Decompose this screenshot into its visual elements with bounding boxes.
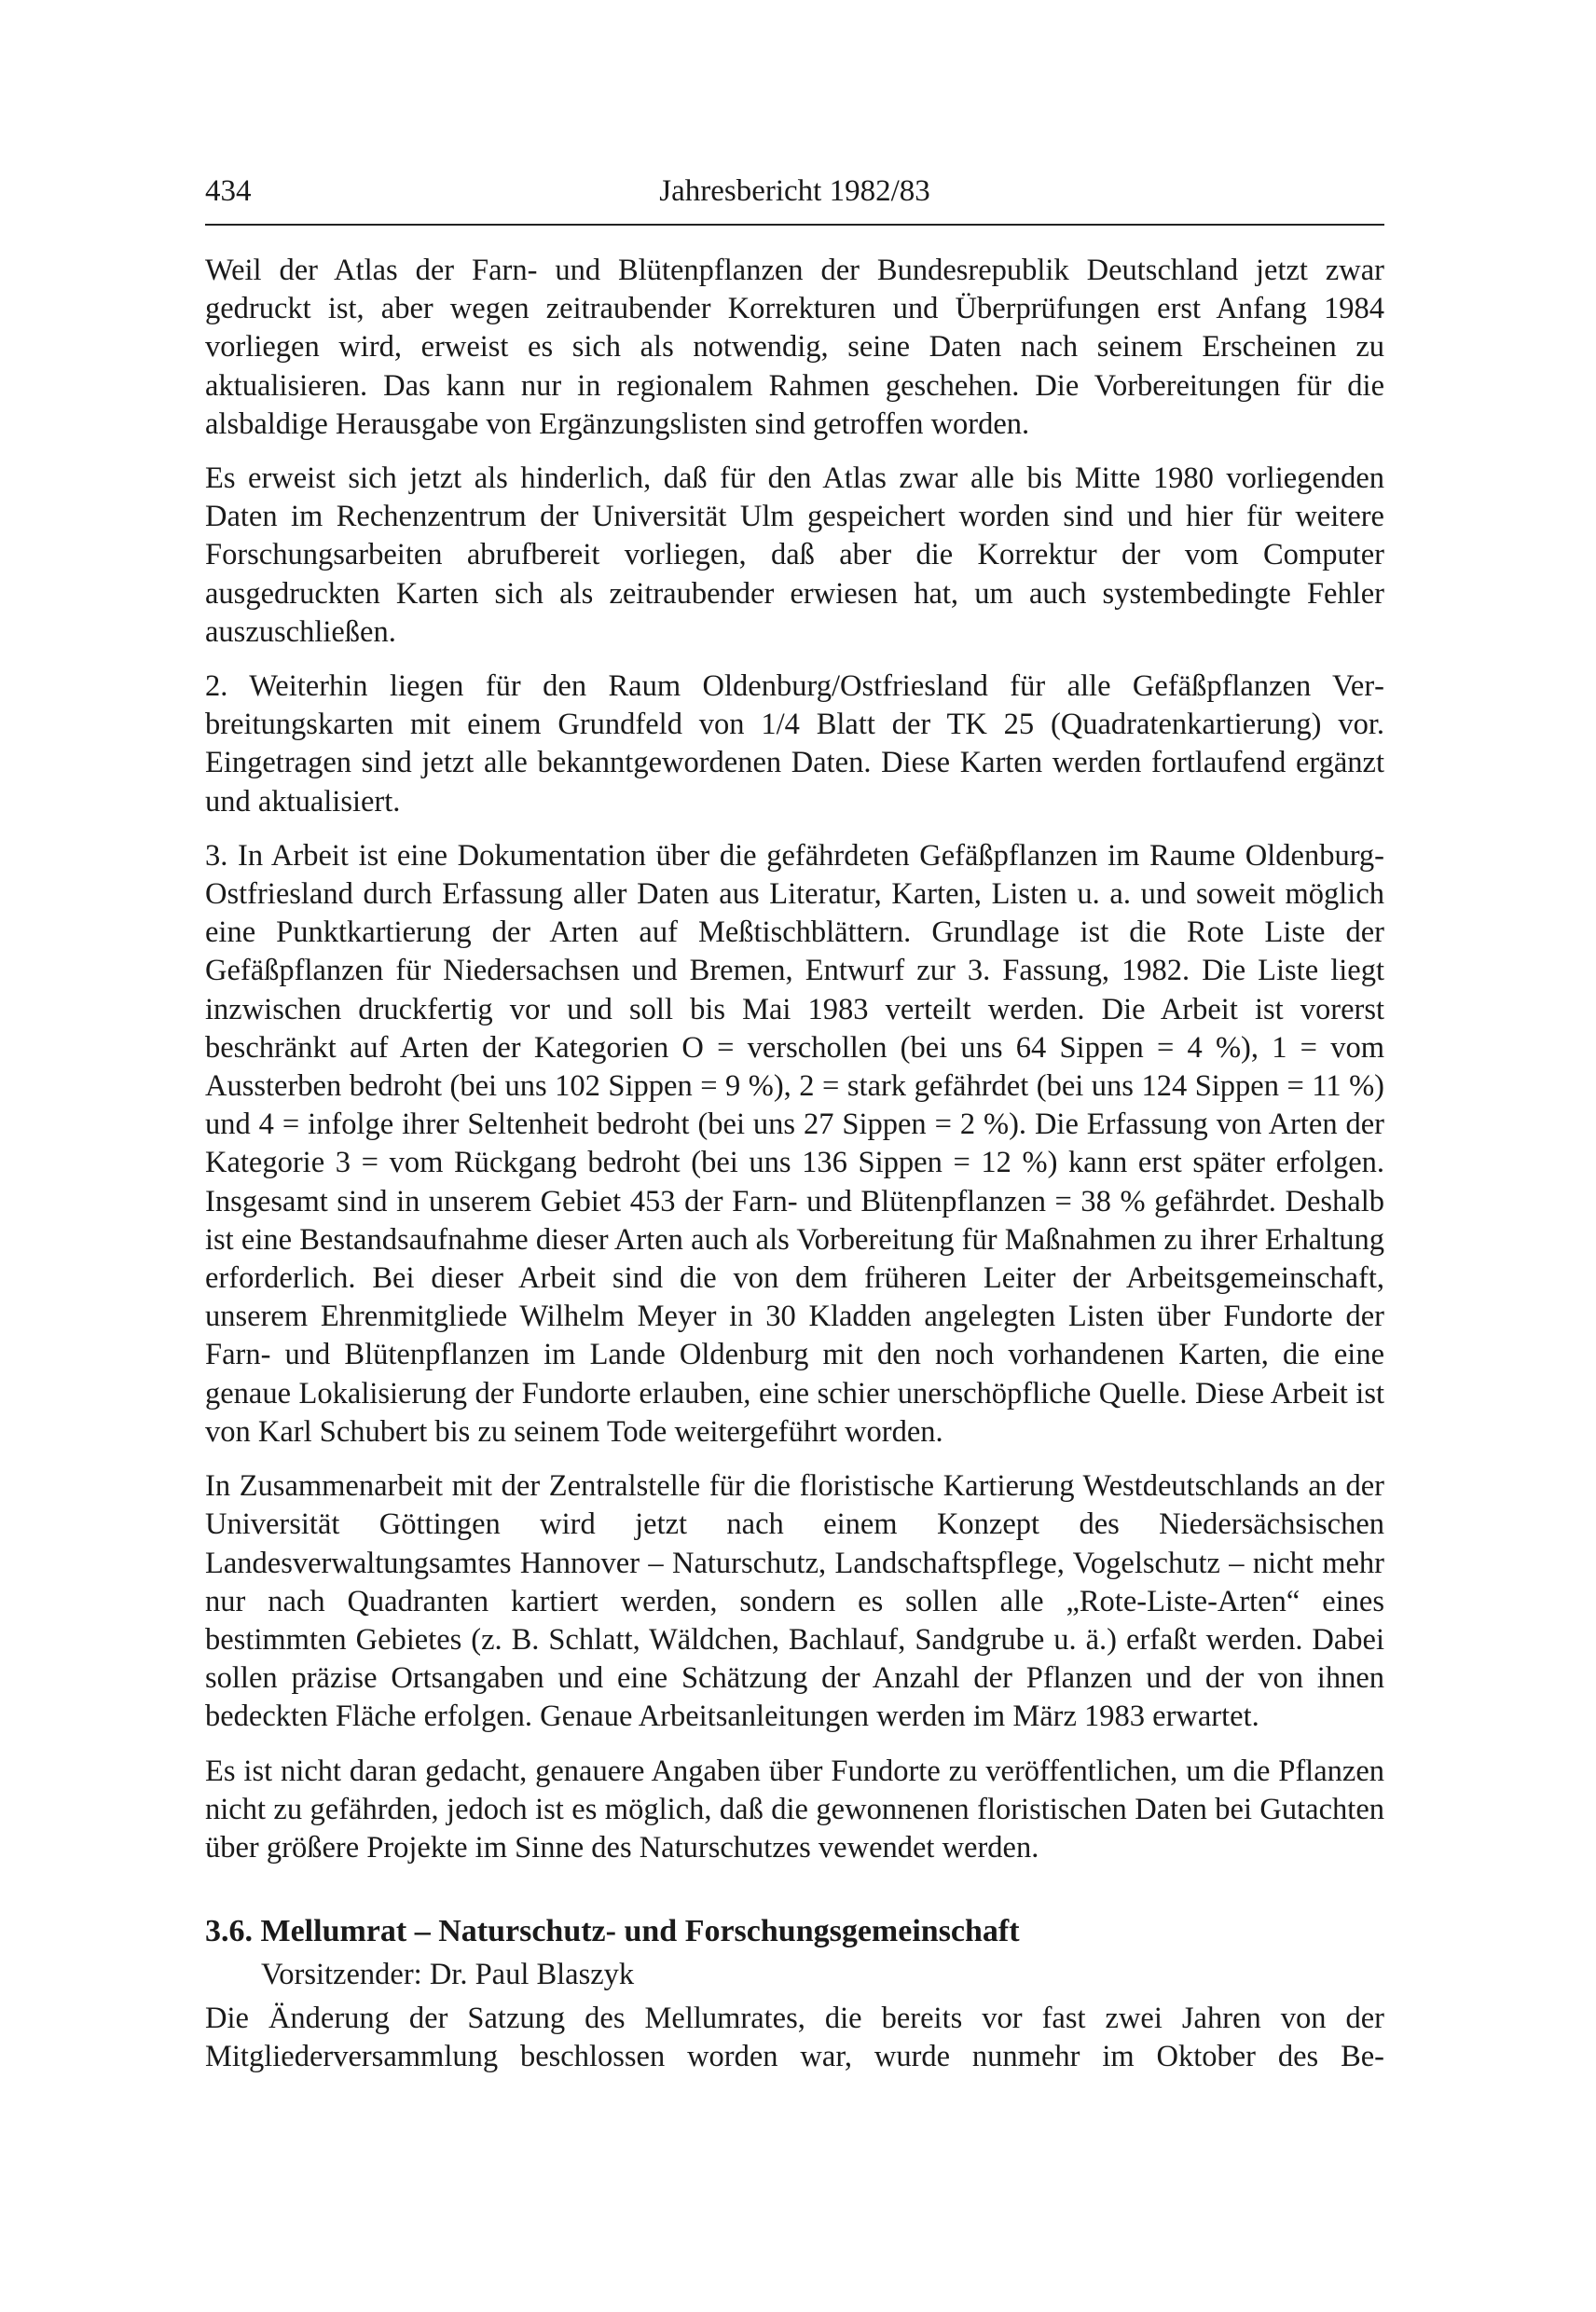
paragraph-distribution-maps: 2. Weiterhin liegen für den Raum Oldenburg/Ostfriesland für alle Gefäßpflanzen Verbreitungskarten mit einem Grundfeld von 1/4 Blatt der TK 25 (Quadratenkartierung) vor. Eingetragen sind jetzt alle bekanntgewordenen Daten. Diese Karten werden fortlaufend ergänzt und aktualisiert.: [205, 669, 1384, 819]
paragraph-atlas-update: Weil der Atlas der Farn- und Blütenpflanzen der Bundesrepublik Deutschland jetzt zwar gedruckt ist, aber wegen zeitraubender Korrekturen und Überprüfungen erst Anfang 1984 vorliegen wird, erweist es sich als notwendig, seine Daten nach seinem Erscheinen zu aktualisieren. Das kann nur in regionalem Rahmen geschehen. Die Vorbereitungen für die alsbaldige Herausgabe von Ergänzungslisten sind getroffen worden.: [205, 254, 1384, 441]
body-text: [205, 252, 1384, 2093]
running-title: Jahresbericht 1982/83: [659, 174, 930, 208]
paragraph-documentation: 3. In Arbeit ist eine Dokumentation über die gefährdeten Gefäßpflanzen im Raume Oldenburg-Ostfriesland durch Erfassung aller Daten aus Literatur, Karten, Listen u. a. und soweit möglich eine Punktkartierung der Arten auf Meßtischblättern. Grundlage ist die Rote Liste der Gefäßpflanzen für Niedersachsen und Bremen, Entwurf zur 3. Fassung, 1982. Die Liste liegt inzwischen druckfertig vor und soll bis Mai 1983 verteilt werden. Die Arbeit ist vorerst beschränkt auf Arten der Kategorien O = verschollen (bei uns 64 Sippen = 4 %), 1 = vom Aussterben bedroht (bei uns 102 Sippen = 9 %), 2 = stark gefährdet (bei uns 124 Sippen = 11 %) und 4 = infolge ihrer Seltenheit bedroht (bei uns 27 Sippen = 2 %). Die Erfassung von Arten der Kategorie 3 = vom Rückgang bedroht (bei uns 136 Sippen = 12 %) kann erst später erfolgen. Insgesamt sind in unserem Gebiet 453 der Farn- und Blütenpflanzen = 38 % gefährdet. Deshalb ist eine Bestandsaufnahme dieser Arten auch als Vorbereitung für Maßnahmen zu ihrer Erhaltung erforderlich. Bei dieser Arbeit sind die von dem früheren Leiter der Arbeitsgemeinschaft, unserem Ehrenmitgliede Wilhelm Meyer in 30 Kladden angelegten Listen über Fundorte der Farn- und Blütenpflanzen im Lande Oldenburg mit den noch vorhandenen Karten, die eine genaue Lokalisierung der Fundorte erlauben, eine schier unerschöpfliche Quelle. Diese Arbeit ist von Karl Schubert bis zu seinem Tode weitergeführt worden.: [205, 838, 1384, 1449]
page-number: 434: [205, 174, 252, 208]
section-heading: 3.6. Mellumrat – Naturschutz- und Forschungsgemeinschaft: [205, 1914, 1020, 1949]
paragraph-publication-note: Es ist nicht daran gedacht, genauere Angaben über Fundorte zu veröffentlichen, um die Pflanzen nicht zu gefährden, jedoch ist es möglich, daß die gewonnenen floristischen Daten bei Gutachten über größere Projekte im Sinne des Naturschutzes vewendet werden.: [205, 1754, 1384, 1865]
paragraph-mellumrat: Die Änderung der Satzung des Mellumrates, die bereits vor fast zwei Jahren von der Mitgliederversammlung beschlossen worden war, wurde nunmehr im Oktober des Be-: [205, 2002, 1384, 2074]
paragraph-cooperation: In Zusammenarbeit mit der Zentralstelle für die floristische Kartierung Westdeutschlands an der Universität Göttingen wird jetzt nach einem Konzept des Niedersächsischen Landesverwaltungsamtes Hannover – Naturschutz, Landschaftspflege, Vogelschutz – nicht mehr nur nach Quadranten kartiert werden, sondern es sollen alle „Rote-Liste-Arten“ eines bestimmten Gebietes (z. B. Schlatt, Wäldchen, Bachlauf, Sandgrube u. ä.) erfaßt werden. Dabei sollen präzise Ortsangaben und eine Schätzung der Anzahl der Pflanzen und der von ihnen bedeckten Fläche erfolgen. Genaue Arbeitsanleitungen werden im März 1983 erwartet.: [205, 1469, 1384, 1734]
paragraph-computer-maps: Es erweist sich jetzt als hinderlich, daß für den Atlas zwar alle bis Mitte 1980 vorliegenden Daten im Rechenzentrum der Universität Ulm gespeichert worden sind und hier für weitere Forschungsarbeiten abrufbereit vorliegen, daß aber die Korrektur der vom Computer ausgedruckten Karten sich als zeitraubender erwiesen hat, um auch systembedingte Fehler auszuschließen.: [205, 461, 1384, 649]
page-header: [205, 168, 1384, 226]
section-chair: Vorsitzender: Dr. Paul Blaszyk: [261, 1958, 635, 1992]
